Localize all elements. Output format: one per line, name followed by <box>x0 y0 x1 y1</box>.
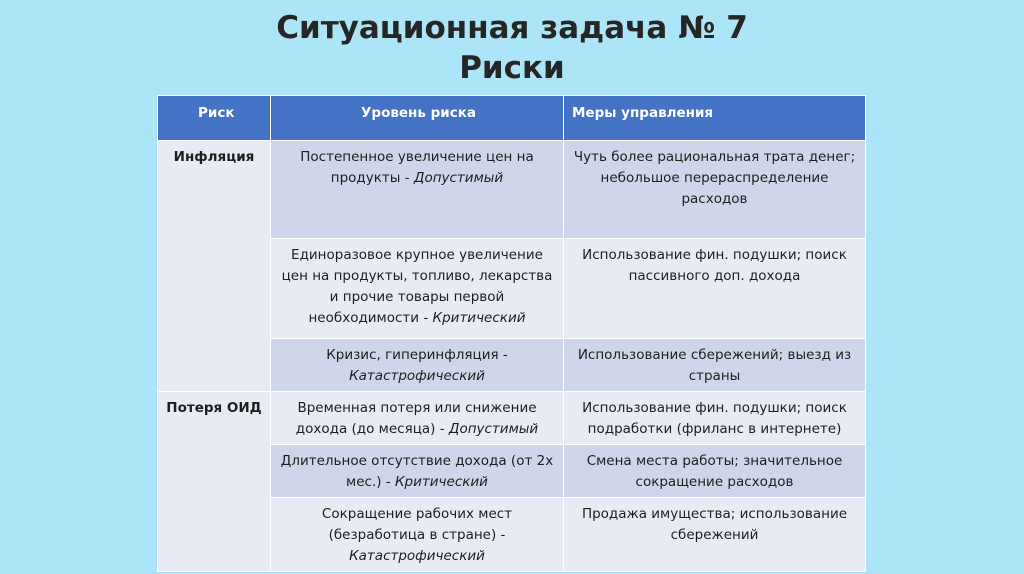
measures-cell: Чуть более рациональная трата денег; небольшое перераспределение расходов <box>564 141 866 239</box>
risk-level-cell <box>271 445 564 498</box>
risk-level-cell <box>271 141 564 239</box>
risk-name-inflation: Инфляция <box>158 141 271 392</box>
title-line-1: Ситуационная задача № 7 <box>276 10 748 46</box>
risk-level-text: Длительное отсутствие дохода (от 2х мес.) - <box>280 453 554 490</box>
measures-cell: Использование фин. подушки; поиск пассивного доп. дохода <box>564 239 866 339</box>
header-row <box>158 96 866 141</box>
risk-level-grade: Допустимый <box>448 421 539 437</box>
measures-cell: Продажа имущества; использование сбережений <box>564 498 866 572</box>
risk-level-text: Кризис, гиперинфляция - <box>326 347 508 363</box>
risk-level-cell <box>271 239 564 339</box>
header-risk: Риск <box>158 96 271 141</box>
risk-level-grade: Допустимый <box>413 170 504 186</box>
risk-level-grade: Катастрофический <box>349 368 485 384</box>
measures-cell: Использование фин. подушки; поиск подработки (фриланс в интернете) <box>564 392 866 445</box>
risk-level-cell <box>271 392 564 445</box>
risk-level-text: Постепенное увеличение цен на продукты - <box>300 149 534 186</box>
slide-title <box>0 8 1024 88</box>
risk-level-grade: Катастрофический <box>349 548 485 564</box>
header-level: Уровень риска <box>271 96 564 141</box>
risk-level-cell <box>271 498 564 572</box>
table-row <box>158 392 866 445</box>
title-line-2: Риски <box>459 50 565 86</box>
risk-level-cell <box>271 339 564 392</box>
measures-cell: Использование сбережений; выезд из страны <box>564 339 866 392</box>
risk-level-text: Единоразовое крупное увеличение цен на продукты, топливо, лекарства и прочие товары первой необходимости - <box>281 247 553 326</box>
risk-level-grade: Критический <box>432 310 526 326</box>
risk-level-text: Сокращение рабочих мест (безработица в стране) - <box>321 506 513 543</box>
risk-name-income-loss: Потеря ОИД <box>158 392 271 572</box>
risk-level-text: Временная потеря или снижение дохода (до месяца) - <box>295 400 537 437</box>
risk-table <box>157 95 866 572</box>
table-row <box>158 141 866 239</box>
risk-level-grade: Критический <box>394 474 488 490</box>
header-measures: Меры управления <box>564 96 866 141</box>
measures-cell: Смена места работы; значительное сокращение расходов <box>564 445 866 498</box>
